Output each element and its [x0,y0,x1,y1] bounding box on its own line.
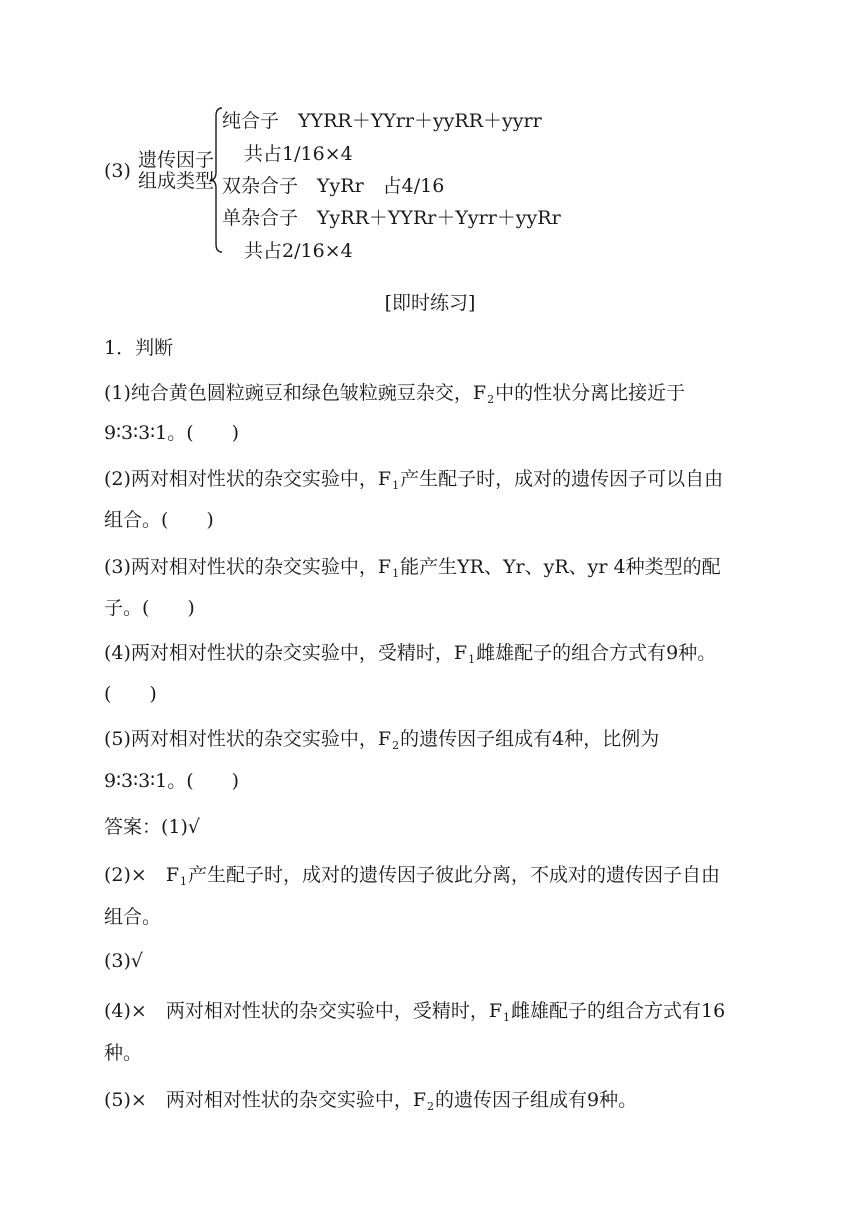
question-heading: 1．判断 [104,337,174,359]
answer-4-line1: (4)× 两对相对性状的杂交实验中，受精时，$F_1$雌雄配子的组合方式有16 [104,1000,726,1024]
question-1-line1: (1)纯合黄色圆粒豌豆和绿色皱粒豌豆杂交，$F_2$中的性状分离比接近于 [104,382,686,406]
question-3-line1: (3)两对相对性状的杂交实验中，$F_1$能产生YR、Yr、yR、yr 4种类型的配 [104,556,721,580]
question-1-line2: 9∶3∶3∶1。( ) [104,422,240,444]
summary-label-line1: 遗传因子 [138,149,215,171]
summary-label-line2: 组成类型 [138,170,215,192]
summary-label [138,150,214,192]
question-5-line1: (5)两对相对性状的杂交实验中，$F_2$的遗传因子组成有4种，比例为 [104,728,660,752]
summary-row-single: 单杂合子 YyRR＋YYRr＋Yyrr＋yyRr [222,207,561,229]
section-title: [即时练习] [384,292,476,314]
question-3-line2: 子。( ) [104,597,195,619]
question-4-line2: ( ) [104,683,157,705]
answer-2-line1: (2)× $F_1$产生配子时，成对的遗传因子彼此分离，不成对的遗传因子自由 [104,864,721,888]
answer-2-line2: 组合。 [104,906,162,928]
question-5-line2: 9∶3∶3∶1。( ) [104,770,240,792]
answer-1: 答案：(1)√ [104,816,201,838]
question-4-line1: (4)两对相对性状的杂交实验中，受精时，$F_1$雌雄配子的组合方式有9种。 [104,642,717,666]
answer-5: (5)× 两对相对性状的杂交实验中，$F_2$的遗传因子组成有9种。 [104,1089,638,1113]
question-2-line1: (2)两对相对性状的杂交实验中，$F_1$产生配子时，成对的遗传因子可以自由 [104,468,724,492]
summary-row-double: 双杂合子 YyRr 占4/16 [222,175,445,197]
summary-row-single-share: 共占2/16×4 [244,240,353,262]
question-2-line2: 组合。( ) [104,509,214,531]
summary-row-pure: 纯合子 YYRR＋YYrr＋yyRR＋yyrr [222,110,542,132]
answer-4-line2: 种。 [104,1042,143,1064]
summary-number: (3) [104,160,131,182]
summary-row-pure-share: 共占1/16×4 [244,143,353,165]
answer-3: (3)√ [104,950,144,972]
